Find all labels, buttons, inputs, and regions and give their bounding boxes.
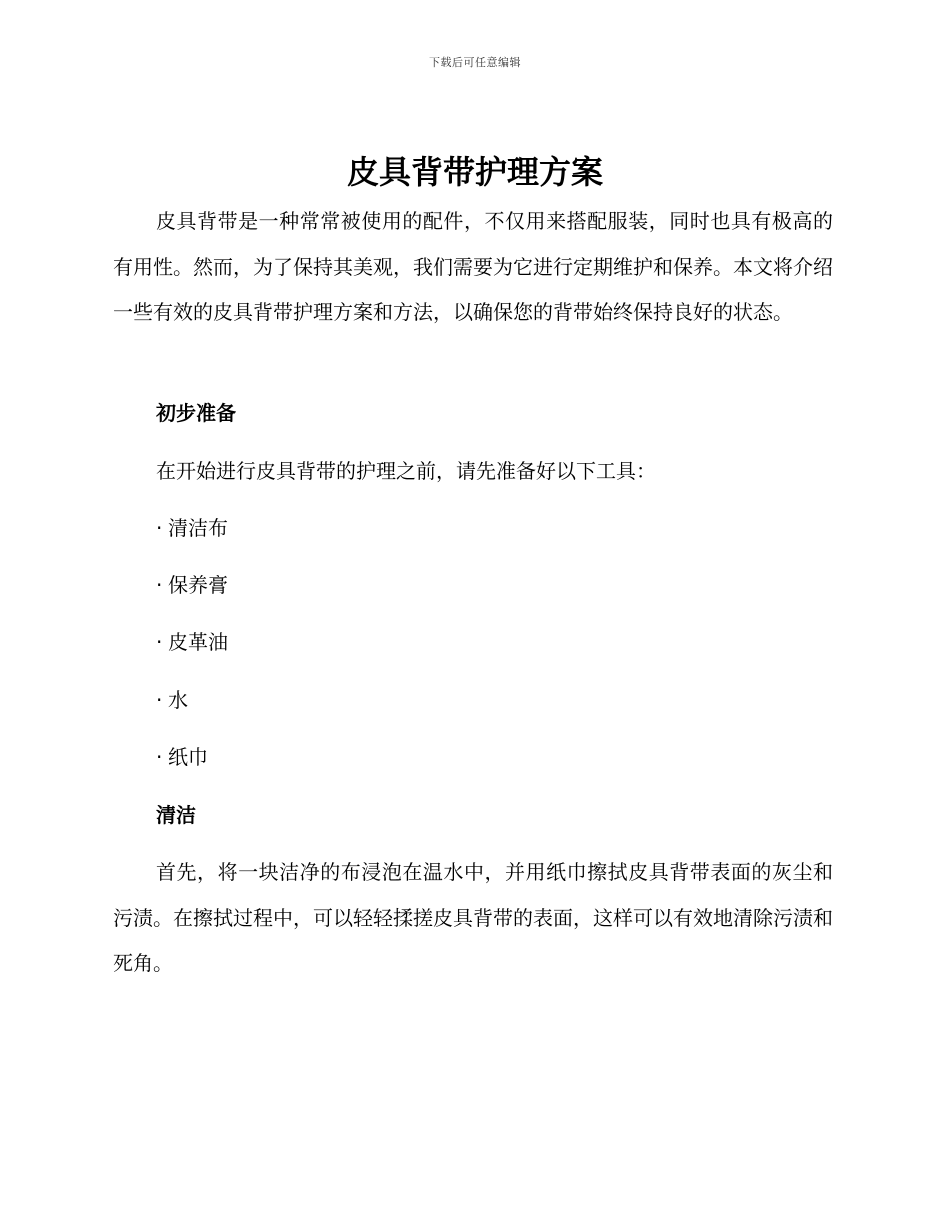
tool-list-item	[156, 742, 208, 772]
bullet-icon: ·	[156, 630, 163, 654]
tool-item-label: 纸巾	[168, 745, 208, 769]
preparation-lead-text: 在开始进行皮具背带的护理之前，请先准备好以下工具：	[156, 459, 656, 483]
bullet-icon: ·	[156, 573, 163, 597]
tool-item-label: 水	[168, 688, 188, 712]
document-title: 皮具背带护理方案	[346, 153, 603, 191]
tool-list-item	[156, 570, 228, 600]
section-heading-cleaning: 清洁	[156, 803, 196, 827]
section-heading-preparation: 初步准备	[156, 401, 236, 425]
intro-paragraph: 皮具背带是一种常常被使用的配件，不仅用来搭配服装，同时也具有极高的有用性。然而，为了保持其美观，我们需要为它进行定期维护和保养。本文将介绍一些有效的皮具背带护理方案和方法，以确保您的背带始终保持良好的状态。	[113, 209, 833, 324]
tool-list-item	[156, 627, 228, 657]
header-note: 下载后可任意编辑	[429, 56, 521, 69]
bullet-icon: ·	[156, 745, 163, 769]
tool-item-label: 保养膏	[168, 573, 228, 597]
bullet-icon: ·	[156, 516, 163, 540]
bullet-icon: ·	[156, 688, 163, 712]
tool-list-item	[156, 685, 188, 715]
tool-item-label: 清洁布	[168, 516, 228, 540]
tool-list-item	[156, 513, 228, 543]
cleaning-paragraph: 首先，将一块洁净的布浸泡在温水中，并用纸巾擦拭皮具背带表面的灰尘和污渍。在擦拭过程中，可以轻轻揉搓皮具背带的表面，这样可以有效地清除污渍和死角。	[113, 860, 833, 975]
tool-item-label: 皮革油	[168, 630, 228, 654]
